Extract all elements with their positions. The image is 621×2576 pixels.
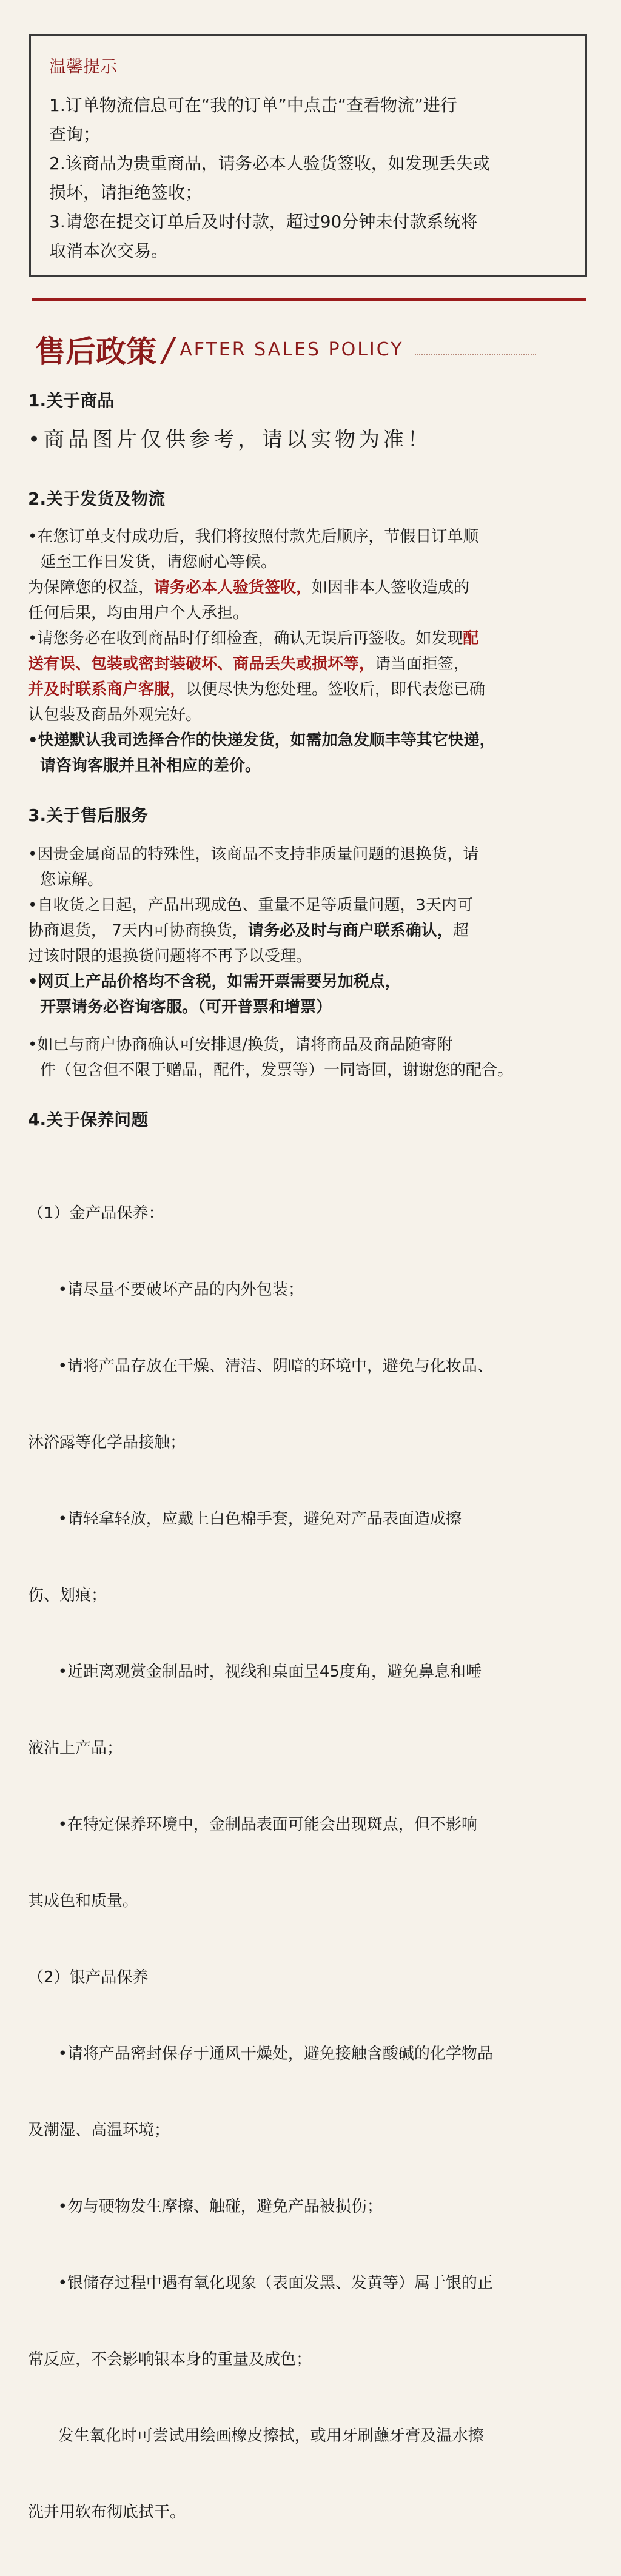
notice-line: 损坏，请拒绝签收； xyxy=(49,183,203,203)
care-line: •在特定保养环境中，金制品表面可能会出现斑点，但不影响 xyxy=(28,1816,477,1834)
policy-dotted-rule xyxy=(415,343,536,355)
care-line: •近距离观赏金制品时，视线和桌面呈45度角，避免鼻息和唾 xyxy=(28,1663,482,1681)
paragraph-line: 为保障您的权益，请务必本人验货签收，如因非本人签收造成的 xyxy=(28,579,470,597)
policy-title-en: AFTER SALES POLICY xyxy=(180,338,404,360)
care-line: •请将产品密封保存于通风干燥处，避免接触含酸碱的化学物品 xyxy=(28,2045,493,2063)
notice-line: 1.订单物流信息可在“我的订单”中点击“查看物流”进行 xyxy=(49,95,457,115)
policy-title-slash: / xyxy=(163,330,174,369)
paragraph-line: 件（包含但不限于赠品，配件，发票等）一同寄回，谢谢您的配合。 xyxy=(40,1061,514,1079)
notice-line: 取消本次交易。 xyxy=(49,241,169,261)
section-title: 1.关于商品 xyxy=(28,391,115,411)
care-list xyxy=(28,1150,602,2576)
notice-line: 查询； xyxy=(49,124,101,144)
paragraph-line: •在您订单支付成功后，我们将按照付款先后顺序，节假日订单顺 xyxy=(28,528,479,546)
care-line: •请将产品存放在干燥、清洁、阴暗的环境中，避免与化妆品、 xyxy=(28,1357,493,1375)
care-line: •请轻拿轻放，应戴上白色棉手套，避免对产品表面造成擦 xyxy=(28,1510,462,1528)
section-title: 3.关于售后服务 xyxy=(28,805,149,825)
paragraph-line: 请咨询客服并且补相应的差价。 xyxy=(40,757,261,775)
care-line: （1）金产品保养： xyxy=(28,1204,164,1223)
care-line: 其成色和质量。 xyxy=(28,1892,139,1910)
paragraph-line: •网页上产品价格均不含税，如需开票需要另加税点， xyxy=(28,973,401,991)
section-title: 2.关于发货及物流 xyxy=(28,489,166,509)
paragraph-line: 您谅解。 xyxy=(40,871,104,889)
care-line: 洗并用软布彻底拭干。 xyxy=(28,2503,186,2521)
goods-note: •商品图片仅供参考，请以实物为准！ xyxy=(28,428,432,452)
care-line: 常反应，不会影响银本身的重量及成色； xyxy=(28,2350,312,2369)
notice-line: 3.请您在提交订单后及时付款，超过90分钟未付款系统将 xyxy=(49,212,478,232)
section-divider xyxy=(32,298,586,301)
care-line: •银储存过程中遇有氧化现象（表面发黑、发黄等）属于银的正 xyxy=(28,2274,493,2292)
paragraph-line: •自收货之日起，产品出现成色、重量不足等质量问题，3天内可 xyxy=(28,896,473,914)
notice-line: 2.该商品为贵重商品，请务必本人验货签收，如发现丢失或 xyxy=(49,153,490,173)
paragraph-line: 协商退货， 7天内可协商换货，请务必及时与商户联系确认，超 xyxy=(28,922,469,940)
notice-title: 温馨提示 xyxy=(49,56,118,76)
care-line: （2）银产品保养 xyxy=(28,1968,149,1987)
notice-box xyxy=(29,34,587,277)
care-line: 及潮湿、高温环境； xyxy=(28,2121,170,2139)
paragraph-line: •因贵金属商品的特殊性，该商品不支持非质量问题的退换货，请 xyxy=(28,845,479,864)
care-line: 发生氧化时可尝试用绘画橡皮擦拭，或用牙刷蘸牙膏及温水擦 xyxy=(28,2427,484,2445)
paragraph-line: 送有误、包装或密封装破坏、商品丢失或损坏等，请当面拒签， xyxy=(28,655,470,673)
paragraph-line: 过该时限的退换货问题将不再予以受理。 xyxy=(28,947,312,965)
paragraph-line: 延至工作日发货，请您耐心等候。 xyxy=(40,553,277,571)
notice-bottom-border xyxy=(29,275,587,277)
paragraph-line: •请您务必在收到商品时仔细检查，确认无误后再签收。如发现配 xyxy=(28,629,479,648)
paragraph-line: 并及时联系商户客服，以便尽快为您处理。签收后，即代表您已确 xyxy=(28,680,486,699)
care-line: 液沾上产品； xyxy=(28,1739,123,1757)
paragraph-line: 认包装及商品外观完好。 xyxy=(28,706,202,724)
paragraph-line: •如已与商户协商确认可安排退/换货，请将商品及商品随寄附 xyxy=(28,1036,453,1054)
policy-title-cn: 售后政策 xyxy=(35,334,156,369)
paragraph-line: 开票请务必咨询客服。（可开普票和增票） xyxy=(40,998,332,1016)
policy-content xyxy=(28,388,602,2576)
care-line: 伤、划痕； xyxy=(28,1586,107,1605)
care-line: 沐浴露等化学品接触； xyxy=(28,1434,186,1452)
paragraph-line: •快递默认我司选择合作的快递发货，如需加急发顺丰等其它快递， xyxy=(28,731,495,750)
care-line: •请尽量不要破坏产品的内外包装； xyxy=(28,1281,304,1299)
policy-header xyxy=(35,327,536,371)
notice-top-border xyxy=(29,34,587,36)
care-line: •勿与硬物发生摩擦、触碰，避免产品被损伤； xyxy=(28,2198,383,2216)
paragraph-line: 任何后果，均由用户个人承担。 xyxy=(28,604,249,622)
section-title: 4.关于保养问题 xyxy=(28,1110,149,1130)
